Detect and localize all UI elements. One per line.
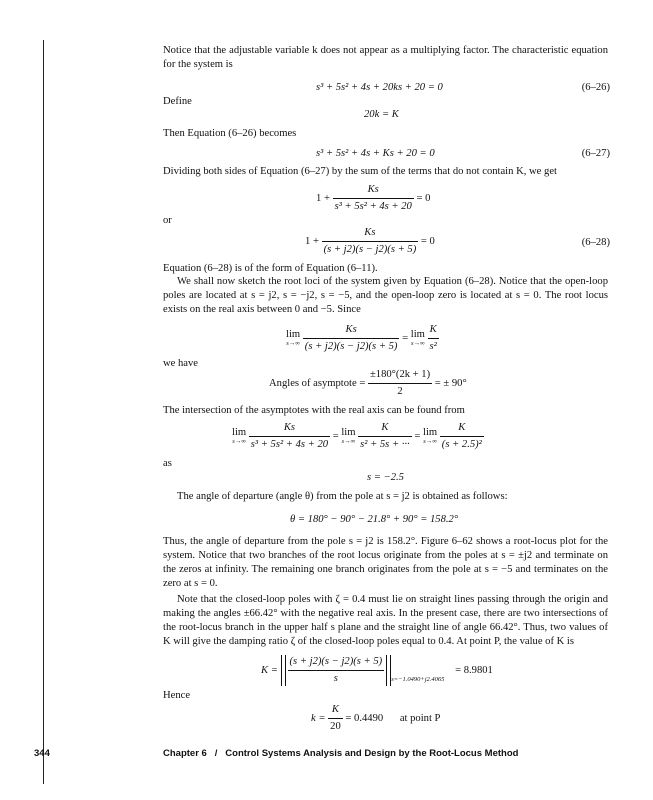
dividing-text: Dividing both sides of Equation (6–27) by the sum of the terms that do not contain K, we get — [163, 166, 557, 177]
limit-subscript: s→∞ — [232, 437, 246, 445]
equation-K-value — [261, 655, 493, 686]
define-equation: 20k = K — [364, 109, 399, 120]
limit-word: lim — [410, 328, 425, 340]
asymptote-denominator: 2 — [368, 383, 432, 399]
fraction-2-numerator: Ks — [364, 227, 376, 238]
intersection-numerator-2: K — [381, 422, 389, 433]
k-result: = 0.4490 — [345, 712, 384, 724]
fraction-2-denominator: (s + j2)(s − j2)(s + 5) — [322, 241, 419, 257]
limit-subscript: s→∞ — [286, 339, 300, 347]
equation-k-value — [311, 703, 440, 734]
fraction-1-rhs: = 0 — [416, 192, 431, 204]
k-tail-text: at point P — [399, 712, 441, 724]
paragraph-thus: Thus, the angle of departure from the pole s = j2 is 158.2°. Figure 6–62 shows a root-locus plot for the system. Notice that two branches of the root locus originate from the poles at s = ±j2 and terminate on the zeros at infinity. The remaining one branch originates from the pole at s = −5 and terminates on the zero at s = 0. — [163, 536, 608, 589]
intersection-text: The intersection of the asymptotes with the real axis can be found from — [163, 405, 465, 416]
limit-1-equals: = — [402, 332, 409, 344]
page-number: 344 — [34, 748, 50, 759]
k-denominator: 20 — [328, 718, 343, 734]
intersection-denominator-1: s³ + 5s² + 4s + 20 — [249, 436, 330, 452]
asymptote-label: Angles of asymptote = — [269, 377, 366, 389]
limit-word: lim — [286, 328, 301, 340]
limit-1-right-denominator: s² — [428, 338, 439, 354]
equation-6-26: s³ + 5s² + 4s + 20ks + 20 = 0 — [316, 82, 443, 93]
K-evaluation-point: s=−1.0490+j2.4065 — [391, 675, 445, 683]
theta-equation: θ = 180° − 90° − 21.8° + 90° = 158.2° — [290, 514, 459, 525]
equation-6-28 — [305, 226, 435, 257]
fraction-1-lead: 1 + — [316, 192, 330, 204]
or-label: or — [163, 215, 172, 226]
intersection-numerator-3: K — [458, 422, 466, 433]
equation-number-6-27: (6–27) — [581, 148, 610, 159]
intersection-denominator-2: s² + 5s + ··· — [358, 436, 412, 452]
hence-label: Hence — [163, 690, 191, 701]
equation-number-6-26: (6–26) — [581, 82, 610, 93]
asymptote-rhs: = ± 90° — [434, 377, 467, 389]
limit-1-denominator: (s + j2)(s − j2)(s + 5) — [303, 338, 400, 354]
intersection-numerator-1: Ks — [283, 422, 296, 433]
equation-number-6-28: (6–28) — [581, 237, 610, 248]
departure-text: The angle of departure (angle θ) from the pole at s = j2 is obtained as follows: — [177, 491, 508, 502]
equation-asymptote-angle — [269, 368, 467, 399]
asymptote-numerator: ±180°(2k + 1) — [369, 369, 431, 380]
then-label: Then Equation (6–26) becomes — [163, 128, 297, 139]
we-have-label: we have — [163, 358, 198, 369]
K-denominator: s — [288, 670, 385, 686]
limit-word: lim — [232, 426, 247, 438]
limit-subscript: s→∞ — [410, 339, 425, 347]
fraction-2-lead: 1 + — [305, 235, 319, 247]
running-footer: Chapter 6 / Control Systems Analysis and Design by the Root-Locus Method — [163, 748, 519, 759]
intersection-denominator-3: (s + 2.5)² — [440, 436, 484, 452]
left-margin-rule — [43, 40, 44, 784]
equation-intersection — [232, 421, 484, 452]
as-label: as — [163, 458, 172, 469]
k-numerator: K — [331, 704, 339, 715]
limit-word: lim — [423, 426, 438, 438]
s-value-equation: s = −2.5 — [367, 472, 404, 483]
paragraph-intro: Notice that the adjustable variable k does not appear as a multiplying factor. The characteristic equation for the system is — [163, 45, 608, 70]
K-numerator: (s + j2)(s − j2)(s + 5) — [289, 656, 383, 667]
fraction-1-numerator: Ks — [367, 184, 379, 195]
define-label: Define — [163, 96, 192, 107]
equation-fraction-1 — [316, 183, 430, 214]
equation-form-text: Equation (6–28) is of the form of Equation (6–11). — [163, 263, 378, 274]
fraction-2-rhs: = 0 — [420, 235, 435, 247]
k-label: k = — [311, 712, 326, 724]
limit-1-numerator: Ks — [345, 324, 357, 335]
limit-1-right-numerator: K — [429, 324, 437, 335]
equation-limit-1 — [286, 323, 439, 354]
equation-6-27: s³ + 5s² + 4s + Ks + 20 = 0 — [316, 148, 435, 159]
limit-subscript: s→∞ — [423, 437, 437, 445]
fraction-1-denominator: s³ + 5s² + 4s + 20 — [333, 198, 414, 214]
intersection-equals: = — [414, 430, 421, 442]
paragraph-note: Note that the closed-loop poles with ζ = 0.4 must lie on straight lines passing through the origin and making the angles ±66.42° with the negative real axis. In the present case, there are two intersections of the root-locus branch in the upper half s plane and the straight line of angle 66.42°. Thus, two values of K will give the damping ratio ζ of the closed-loop poles equal to 0.4. At point P, the value of K is — [163, 594, 608, 647]
K-label: K = — [261, 664, 278, 676]
limit-word: lim — [341, 426, 356, 438]
limit-subscript: s→∞ — [341, 437, 356, 445]
intersection-equals: = — [332, 430, 339, 442]
K-result: = 8.9801 — [455, 664, 493, 676]
paragraph-sketch: We shall now sketch the root loci of the system given by Equation (6–28). Notice that the open-loop poles are located at s = j2, s = −j2, s = −5, and the open-loop zero is located at s = 0. The root locus exists on the real axis between 0 and −5. Since — [163, 276, 608, 315]
